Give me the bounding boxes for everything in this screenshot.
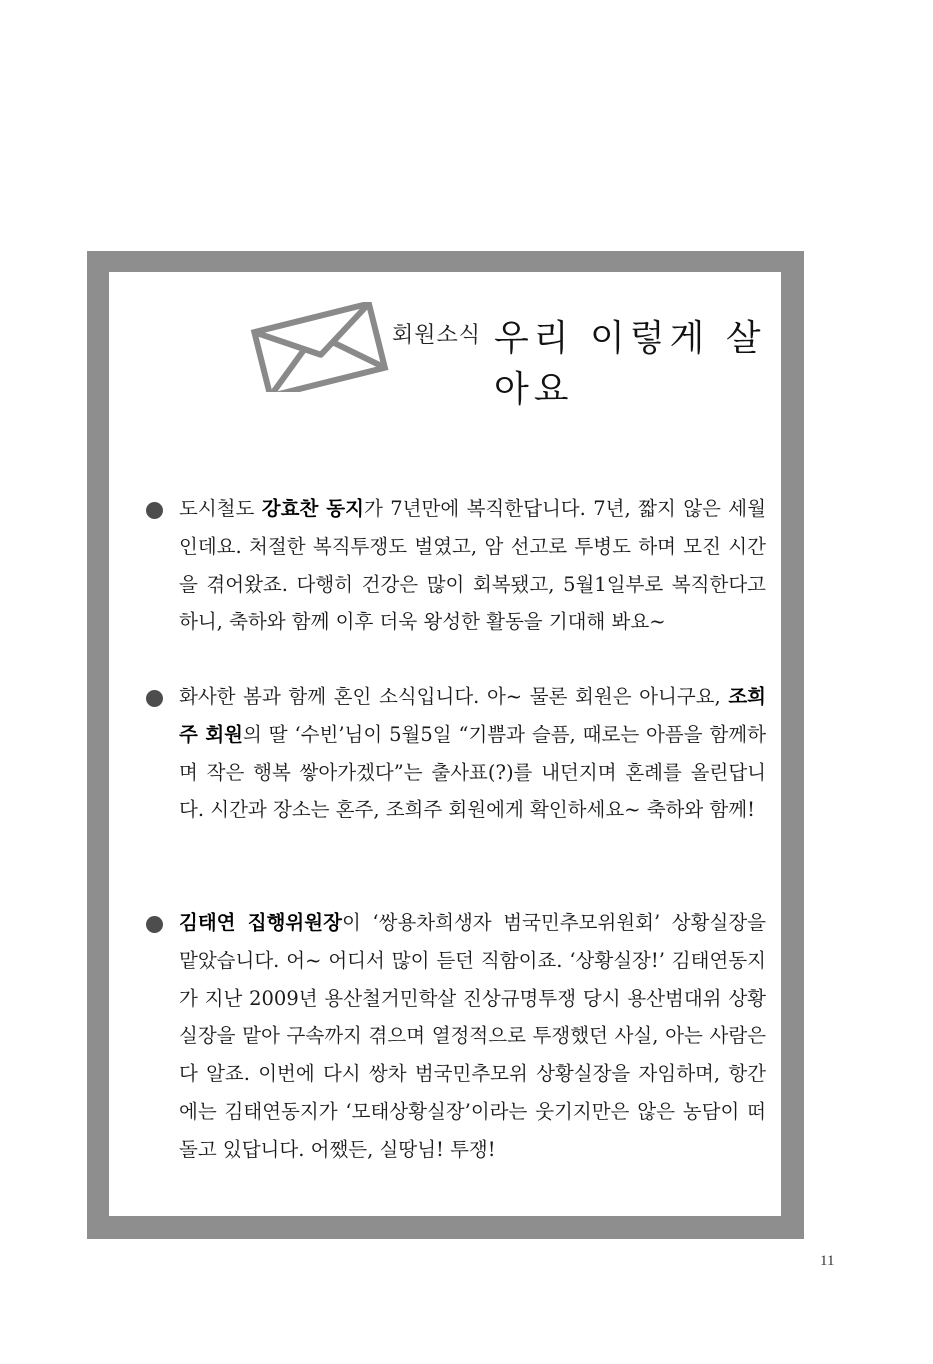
news-item	[146, 490, 766, 641]
article-panel	[109, 272, 781, 1216]
envelope-icon	[248, 302, 398, 392]
section-label: 회원소식	[392, 323, 482, 348]
news-text-body: 가 7년만에 복직한답니다. 7년, 짧지 않은 세월인데요. 처절한 복직투쟁도 벌였고, 암 선고로 투병도 하며 모진 시간을 겪어왔죠. 다행히 건강은 많이 회복됐고, 5월1일부로 복직한다고 하니, 축하와 함께 이후 더욱 왕성한 활동을 기대해 봐요~	[179, 497, 766, 634]
bullet-icon	[146, 916, 163, 933]
news-text-body: 이 ‘쌍용차희생자 범국민추모위원회’ 상황실장을 맡았습니다. 어~ 어디서 많이 듣던 직함이죠. ‘상황실장!’ 김태연동지가 지난 2009년 용산철거민학살 진상규명투쟁 당시 용산범대위 상황실장을 맡아 구속까지 겪으며 열정적으로 투쟁했던 사실, 아는 사람은 다 알죠. 이번에 다시 쌍차 범국민추모위 상황실장을 자임하며, 항간에는 김태연동지가 ‘모태상황실장’이라는 웃기지만은 않은 농담이 떠돌고 있답니다. 어쨌든, 실땅님! 투쟁!	[179, 911, 766, 1161]
news-text-pre: 화사한 봄과 함께 혼인 소식입니다. 아~ 물론 회원은 아니구요,	[179, 685, 729, 708]
news-item-text	[179, 490, 766, 641]
news-item-text	[179, 904, 766, 1169]
page-title: 우리 이렇게 살아요	[494, 318, 766, 410]
article-frame	[87, 251, 804, 1239]
news-highlight-name: 강효찬 동지	[261, 497, 364, 520]
bullet-icon	[146, 690, 163, 707]
news-item	[146, 904, 766, 1169]
news-text-pre: 도시철도	[179, 497, 262, 520]
news-highlight-name: 조희주 회원	[179, 685, 766, 746]
bullet-icon	[146, 502, 163, 519]
news-highlight-name: 김태연 집행위원장	[179, 911, 342, 934]
news-text-body: 의 딸 ‘수빈’님이 5월5일 “기쁨과 슬픔, 때로는 아픔을 함께하며 작은 행복 쌓아가겠다”는 출사표(?)를 내던지며 혼례를 올린답니다. 시간과 장소는 혼주, 조희주 회원에게 확인하세요~ 축하와 함께!	[179, 722, 766, 822]
news-item-text	[179, 678, 766, 829]
news-item	[146, 678, 766, 829]
page-number: 11	[820, 1253, 835, 1269]
